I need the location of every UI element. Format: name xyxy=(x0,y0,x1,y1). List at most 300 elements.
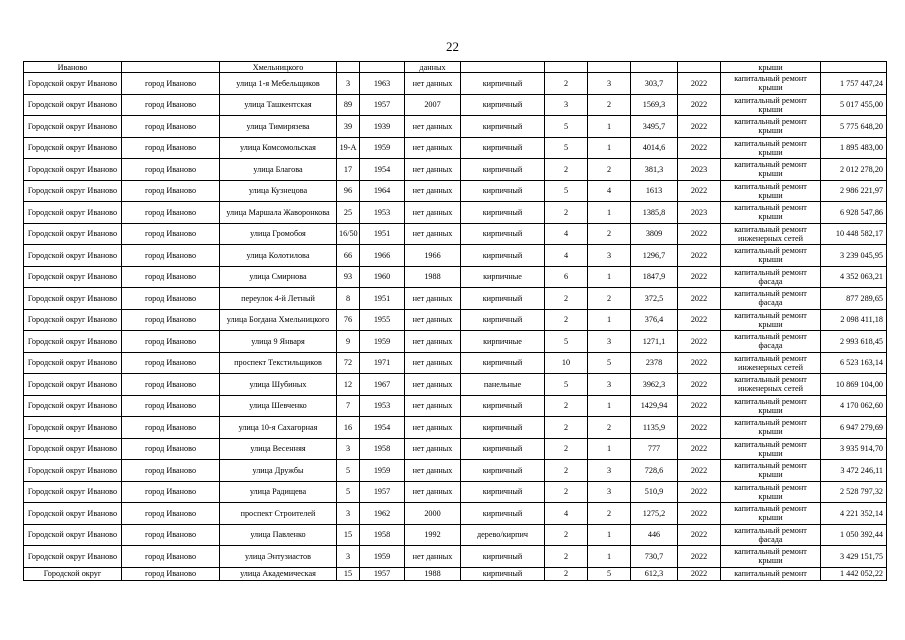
cell-work-type: капитальный ремонт фасада xyxy=(721,266,821,288)
cell-wall-material: кирпичный xyxy=(461,395,545,417)
cell-street: улица Шубиных xyxy=(220,374,337,396)
cell-build-year: 1957 xyxy=(360,567,405,580)
cell-entrances: 1 xyxy=(588,546,631,568)
cell-renovation-year: нет данных xyxy=(405,309,461,331)
table-row xyxy=(24,245,887,267)
cell-entrances: 3 xyxy=(588,481,631,503)
cell-wall-material: кирпичный xyxy=(461,567,545,580)
cell-street: улица Энтузиастов xyxy=(220,546,337,568)
cell-wall-material xyxy=(461,62,545,73)
cell-cost: 3 239 045,95 xyxy=(821,245,887,267)
cell-street: улица Благова xyxy=(220,159,337,181)
cell-renovation-year: нет данных xyxy=(405,223,461,245)
cell-street: улица Кузнецова xyxy=(220,180,337,202)
cell-wall-material: кирпичный xyxy=(461,94,545,116)
cell-floors: 5 xyxy=(545,116,588,138)
cell-area: 303,7 xyxy=(631,73,678,95)
cell-cost: 4 170 062,60 xyxy=(821,395,887,417)
cell-build-year xyxy=(360,62,405,73)
cell-floors: 2 xyxy=(545,481,588,503)
cell-municipality: Городской округ Иваново xyxy=(24,159,122,181)
cell-cost: 2 098 411,18 xyxy=(821,309,887,331)
cell-wall-material: кирпичный xyxy=(461,352,545,374)
cell-plan-year: 2022 xyxy=(678,546,721,568)
table-row xyxy=(24,374,887,396)
cell-municipality: Городской округ Иваново xyxy=(24,288,122,310)
cell-municipality: Иваново xyxy=(24,62,122,73)
cell-cost: 10 448 582,17 xyxy=(821,223,887,245)
cell-street: улица Смирнова xyxy=(220,266,337,288)
cell-cost: 6 523 163,14 xyxy=(821,352,887,374)
cell-work-type: капитальный ремонт xyxy=(721,567,821,580)
cell-street: улица Маршала Жаворонкова xyxy=(220,202,337,224)
cell-build-year: 1957 xyxy=(360,94,405,116)
cell-build-year: 1959 xyxy=(360,546,405,568)
cell-municipality: Городской округ Иваново xyxy=(24,524,122,546)
cell-house-number: 7 xyxy=(337,395,360,417)
cell-work-type: капитальный ремонт крыши xyxy=(721,180,821,202)
cell-street: улица Громобоя xyxy=(220,223,337,245)
cell-street: улица 1-я Мебельщиков xyxy=(220,73,337,95)
cell-house-number: 96 xyxy=(337,180,360,202)
cell-area: 3962,3 xyxy=(631,374,678,396)
cell-street: улица Комсомольская xyxy=(220,137,337,159)
cell-house-number: 17 xyxy=(337,159,360,181)
cell-street: улица Тимирязева xyxy=(220,116,337,138)
cell-settlement: город Иваново xyxy=(122,352,220,374)
cell-plan-year: 2022 xyxy=(678,137,721,159)
cell-work-type: капитальный ремонт инженерных сетей xyxy=(721,223,821,245)
cell-settlement: город Иваново xyxy=(122,417,220,439)
cell-floors: 2 xyxy=(545,288,588,310)
cell-wall-material: дерево/кирпич xyxy=(461,524,545,546)
table-body xyxy=(24,62,887,581)
cell-cost: 5 017 455,00 xyxy=(821,94,887,116)
cell-entrances: 2 xyxy=(588,503,631,525)
cell-house-number: 3 xyxy=(337,546,360,568)
cell-renovation-year: нет данных xyxy=(405,546,461,568)
cell-house-number: 25 xyxy=(337,202,360,224)
cell-entrances: 1 xyxy=(588,438,631,460)
cell-wall-material: кирпичный xyxy=(461,460,545,482)
cell-build-year: 1959 xyxy=(360,460,405,482)
cell-house-number: 76 xyxy=(337,309,360,331)
cell-entrances: 2 xyxy=(588,417,631,439)
cell-municipality: Городской округ Иваново xyxy=(24,395,122,417)
cell-settlement: город Иваново xyxy=(122,546,220,568)
cell-plan-year: 2022 xyxy=(678,245,721,267)
cell-plan-year: 2022 xyxy=(678,417,721,439)
cell-work-type: капитальный ремонт крыши xyxy=(721,202,821,224)
cell-street: проспект Строителей xyxy=(220,503,337,525)
cell-municipality: Городской округ Иваново xyxy=(24,460,122,482)
cell-build-year: 1953 xyxy=(360,202,405,224)
cell-work-type: капитальный ремонт крыши xyxy=(721,481,821,503)
cell-settlement: город Иваново xyxy=(122,116,220,138)
cell-wall-material: кирпичный xyxy=(461,417,545,439)
cell-area: 2378 xyxy=(631,352,678,374)
cell-wall-material: кирпичный xyxy=(461,546,545,568)
cell-entrances: 1 xyxy=(588,266,631,288)
cell-municipality: Городской округ Иваново xyxy=(24,417,122,439)
cell-settlement: город Иваново xyxy=(122,503,220,525)
cell-plan-year: 2023 xyxy=(678,159,721,181)
cell-settlement: город Иваново xyxy=(122,73,220,95)
cell-municipality: Городской округ xyxy=(24,567,122,580)
cell-renovation-year: нет данных xyxy=(405,374,461,396)
table-row xyxy=(24,417,887,439)
cell-build-year: 1951 xyxy=(360,223,405,245)
cell-build-year: 1951 xyxy=(360,288,405,310)
cell-area: 3809 xyxy=(631,223,678,245)
cell-plan-year: 2022 xyxy=(678,94,721,116)
cell-street: улица Павленко xyxy=(220,524,337,546)
cell-municipality: Городской округ Иваново xyxy=(24,202,122,224)
cell-build-year: 1959 xyxy=(360,331,405,353)
cell-settlement: город Иваново xyxy=(122,567,220,580)
cell-cost: 4 352 063,21 xyxy=(821,266,887,288)
cell-build-year: 1959 xyxy=(360,137,405,159)
cell-house-number: 5 xyxy=(337,481,360,503)
cell-entrances: 1 xyxy=(588,524,631,546)
cell-floors: 5 xyxy=(545,180,588,202)
table-row xyxy=(24,202,887,224)
cell-municipality: Городской округ Иваново xyxy=(24,137,122,159)
cell-municipality: Городской округ Иваново xyxy=(24,503,122,525)
cell-street: переулок 4-й Летный xyxy=(220,288,337,310)
cell-cost: 1 442 052,22 xyxy=(821,567,887,580)
cell-renovation-year: 2007 xyxy=(405,94,461,116)
cell-settlement: город Иваново xyxy=(122,223,220,245)
cell-street: улица 9 Января xyxy=(220,331,337,353)
cell-renovation-year: нет данных xyxy=(405,331,461,353)
cell-floors: 2 xyxy=(545,202,588,224)
table-row xyxy=(24,94,887,116)
table-row-continuation xyxy=(24,62,887,73)
cell-renovation-year: нет данных xyxy=(405,116,461,138)
cell-floors: 2 xyxy=(545,567,588,580)
table-row-last xyxy=(24,567,887,580)
cell-wall-material: кирпичный xyxy=(461,159,545,181)
cell-area: 381,3 xyxy=(631,159,678,181)
cell-house-number: 3 xyxy=(337,73,360,95)
cell-renovation-year: нет данных xyxy=(405,481,461,503)
cell-area: 1275,2 xyxy=(631,503,678,525)
cell-area: 1271,1 xyxy=(631,331,678,353)
cell-settlement: город Иваново xyxy=(122,245,220,267)
cell-plan-year xyxy=(678,62,721,73)
cell-area: 1569,3 xyxy=(631,94,678,116)
cell-work-type: капитальный ремонт крыши xyxy=(721,503,821,525)
cell-work-type: капитальный ремонт крыши xyxy=(721,245,821,267)
cell-wall-material: кирпичный xyxy=(461,245,545,267)
table-row xyxy=(24,116,887,138)
cell-entrances: 5 xyxy=(588,567,631,580)
cell-settlement: город Иваново xyxy=(122,266,220,288)
cell-wall-material: кирпичный xyxy=(461,137,545,159)
cell-cost: 6 947 279,69 xyxy=(821,417,887,439)
cell-settlement: город Иваново xyxy=(122,460,220,482)
cell-renovation-year: нет данных xyxy=(405,159,461,181)
cell-area xyxy=(631,62,678,73)
cell-renovation-year: нет данных xyxy=(405,202,461,224)
cell-municipality: Городской округ Иваново xyxy=(24,116,122,138)
cell-area: 376,4 xyxy=(631,309,678,331)
cell-plan-year: 2022 xyxy=(678,438,721,460)
cell-floors: 6 xyxy=(545,266,588,288)
cell-entrances: 2 xyxy=(588,223,631,245)
cell-street: улица 10-я Сахагорная xyxy=(220,417,337,439)
cell-street: улица Академическая xyxy=(220,567,337,580)
cell-build-year: 1953 xyxy=(360,395,405,417)
cell-cost: 1 050 392,44 xyxy=(821,524,887,546)
cell-plan-year: 2022 xyxy=(678,460,721,482)
cell-renovation-year: нет данных xyxy=(405,352,461,374)
page-number: 22 xyxy=(446,39,459,54)
cell-house-number: 19-А xyxy=(337,137,360,159)
cell-settlement: город Иваново xyxy=(122,438,220,460)
cell-settlement: город Иваново xyxy=(122,159,220,181)
cell-municipality: Городской округ Иваново xyxy=(24,94,122,116)
cell-municipality: Городской округ Иваново xyxy=(24,223,122,245)
cell-plan-year: 2022 xyxy=(678,309,721,331)
cell-plan-year: 2022 xyxy=(678,73,721,95)
cell-settlement: город Иваново xyxy=(122,180,220,202)
cell-settlement: город Иваново xyxy=(122,524,220,546)
cell-cost: 4 221 352,14 xyxy=(821,503,887,525)
cell-plan-year: 2022 xyxy=(678,481,721,503)
cell-work-type: капитальный ремонт крыши xyxy=(721,546,821,568)
cell-plan-year: 2022 xyxy=(678,503,721,525)
cell-house-number: 39 xyxy=(337,116,360,138)
cell-plan-year: 2022 xyxy=(678,331,721,353)
cell-cost: 5 775 648,20 xyxy=(821,116,887,138)
table-row xyxy=(24,180,887,202)
cell-plan-year: 2022 xyxy=(678,395,721,417)
cell-settlement: город Иваново xyxy=(122,481,220,503)
cell-entrances: 3 xyxy=(588,73,631,95)
table-row xyxy=(24,481,887,503)
cell-area: 4014,6 xyxy=(631,137,678,159)
cell-plan-year: 2022 xyxy=(678,352,721,374)
cell-build-year: 1939 xyxy=(360,116,405,138)
cell-wall-material: панельные xyxy=(461,374,545,396)
cell-work-type: капитальный ремонт фасада xyxy=(721,524,821,546)
cell-build-year: 1958 xyxy=(360,524,405,546)
cell-wall-material: кирпичный xyxy=(461,438,545,460)
cell-plan-year: 2022 xyxy=(678,223,721,245)
cell-renovation-year: нет данных xyxy=(405,288,461,310)
cell-area: 730,7 xyxy=(631,546,678,568)
cell-settlement xyxy=(122,62,220,73)
cell-house-number: 8 xyxy=(337,288,360,310)
cell-renovation-year: 2000 xyxy=(405,503,461,525)
cell-build-year: 1957 xyxy=(360,481,405,503)
cell-wall-material: кирпичный xyxy=(461,309,545,331)
cell-floors: 2 xyxy=(545,417,588,439)
cell-renovation-year: 1988 xyxy=(405,266,461,288)
cell-area: 3495,7 xyxy=(631,116,678,138)
table-row xyxy=(24,438,887,460)
cell-cost xyxy=(821,62,887,73)
cell-renovation-year: 1966 xyxy=(405,245,461,267)
cell-entrances xyxy=(588,62,631,73)
cell-street: проспект Текстильщиков xyxy=(220,352,337,374)
cell-entrances: 1 xyxy=(588,202,631,224)
table-row xyxy=(24,288,887,310)
cell-settlement: город Иваново xyxy=(122,137,220,159)
cell-build-year: 1967 xyxy=(360,374,405,396)
cell-municipality: Городской округ Иваново xyxy=(24,374,122,396)
cell-entrances: 1 xyxy=(588,309,631,331)
cell-entrances: 1 xyxy=(588,395,631,417)
cell-work-type: капитальный ремонт крыши xyxy=(721,73,821,95)
cell-work-type: капитальный ремонт инженерных сетей xyxy=(721,374,821,396)
cell-cost: 1 757 447,24 xyxy=(821,73,887,95)
cell-house-number: 72 xyxy=(337,352,360,374)
cell-entrances: 3 xyxy=(588,331,631,353)
cell-plan-year: 2022 xyxy=(678,524,721,546)
cell-area: 612,3 xyxy=(631,567,678,580)
cell-municipality: Городской округ Иваново xyxy=(24,73,122,95)
cell-street: улица Ташкентская xyxy=(220,94,337,116)
cell-area: 777 xyxy=(631,438,678,460)
cell-entrances: 4 xyxy=(588,180,631,202)
cell-municipality: Городской округ Иваново xyxy=(24,546,122,568)
cell-settlement: город Иваново xyxy=(122,288,220,310)
cell-entrances: 2 xyxy=(588,94,631,116)
cell-wall-material: кирпичный xyxy=(461,288,545,310)
cell-work-type: капитальный ремонт крыши xyxy=(721,309,821,331)
cell-floors: 2 xyxy=(545,460,588,482)
cell-work-type: капитальный ремонт инженерных сетей xyxy=(721,352,821,374)
cell-area: 372,5 xyxy=(631,288,678,310)
cell-municipality: Городской округ Иваново xyxy=(24,331,122,353)
table-row xyxy=(24,266,887,288)
cell-plan-year: 2022 xyxy=(678,180,721,202)
cell-area: 1296,7 xyxy=(631,245,678,267)
cell-cost: 3 935 914,70 xyxy=(821,438,887,460)
cell-house-number: 89 xyxy=(337,94,360,116)
cell-work-type: капитальный ремонт крыши xyxy=(721,94,821,116)
cell-renovation-year: нет данных xyxy=(405,438,461,460)
cell-floors: 5 xyxy=(545,137,588,159)
cell-house-number: 9 xyxy=(337,331,360,353)
cell-street: Хмельницкого xyxy=(220,62,337,73)
cell-settlement: город Иваново xyxy=(122,395,220,417)
cell-build-year: 1960 xyxy=(360,266,405,288)
cell-floors: 5 xyxy=(545,331,588,353)
cell-settlement: город Иваново xyxy=(122,94,220,116)
cell-plan-year: 2023 xyxy=(678,202,721,224)
cell-floors: 2 xyxy=(545,395,588,417)
cell-floors: 2 xyxy=(545,73,588,95)
table-row xyxy=(24,331,887,353)
cell-work-type: капитальный ремонт крыши xyxy=(721,438,821,460)
cell-entrances: 1 xyxy=(588,137,631,159)
cell-build-year: 1966 xyxy=(360,245,405,267)
table-row xyxy=(24,309,887,331)
cell-renovation-year: нет данных xyxy=(405,395,461,417)
cell-work-type: капитальный ремонт крыши xyxy=(721,395,821,417)
cell-floors: 2 xyxy=(545,159,588,181)
cell-wall-material: кирпичные xyxy=(461,331,545,353)
cell-municipality: Городской округ Иваново xyxy=(24,352,122,374)
cell-street: улица Колотилова xyxy=(220,245,337,267)
cell-build-year: 1962 xyxy=(360,503,405,525)
cell-work-type: капитальный ремонт крыши xyxy=(721,137,821,159)
cell-renovation-year: нет данных xyxy=(405,417,461,439)
cell-build-year: 1954 xyxy=(360,159,405,181)
cell-settlement: город Иваново xyxy=(122,331,220,353)
cell-floors: 4 xyxy=(545,223,588,245)
cell-cost: 2 012 278,20 xyxy=(821,159,887,181)
cell-house-number: 93 xyxy=(337,266,360,288)
cell-wall-material: кирпичный xyxy=(461,180,545,202)
cell-cost: 3 429 151,75 xyxy=(821,546,887,568)
cell-street: улица Весенняя xyxy=(220,438,337,460)
cell-build-year: 1963 xyxy=(360,73,405,95)
cell-floors: 4 xyxy=(545,245,588,267)
cell-street: улица Шевченко xyxy=(220,395,337,417)
cell-wall-material: кирпичный xyxy=(461,202,545,224)
table-row xyxy=(24,395,887,417)
cell-cost: 1 895 483,00 xyxy=(821,137,887,159)
cell-area: 446 xyxy=(631,524,678,546)
cell-wall-material: кирпичный xyxy=(461,481,545,503)
cell-house-number: 15 xyxy=(337,567,360,580)
cell-municipality: Городской округ Иваново xyxy=(24,309,122,331)
cell-build-year: 1955 xyxy=(360,309,405,331)
table-row xyxy=(24,73,887,95)
cell-municipality: Городской округ Иваново xyxy=(24,266,122,288)
cell-cost: 6 928 547,86 xyxy=(821,202,887,224)
cell-renovation-year: нет данных xyxy=(405,460,461,482)
cell-floors: 2 xyxy=(545,438,588,460)
cell-entrances: 3 xyxy=(588,460,631,482)
cell-floors: 2 xyxy=(545,546,588,568)
cell-renovation-year: нет данных xyxy=(405,137,461,159)
cell-work-type: капитальный ремонт крыши xyxy=(721,417,821,439)
cell-wall-material: кирпичный xyxy=(461,116,545,138)
cell-wall-material: кирпичный xyxy=(461,73,545,95)
cell-floors: 2 xyxy=(545,524,588,546)
cell-plan-year: 2022 xyxy=(678,116,721,138)
cell-entrances: 2 xyxy=(588,288,631,310)
cell-settlement: город Иваново xyxy=(122,309,220,331)
cell-cost: 3 472 246,11 xyxy=(821,460,887,482)
cell-renovation-year: нет данных xyxy=(405,73,461,95)
cell-entrances: 3 xyxy=(588,245,631,267)
cell-wall-material: кирпичный xyxy=(461,223,545,245)
repair-register-table xyxy=(23,61,887,581)
cell-work-type: крыши xyxy=(721,62,821,73)
cell-street: улица Дружбы xyxy=(220,460,337,482)
cell-area: 728,6 xyxy=(631,460,678,482)
cell-municipality: Городской округ Иваново xyxy=(24,245,122,267)
cell-street: улица Радищева xyxy=(220,481,337,503)
cell-entrances: 1 xyxy=(588,116,631,138)
cell-renovation-year: данных xyxy=(405,62,461,73)
cell-house-number: 5 xyxy=(337,460,360,482)
cell-build-year: 1964 xyxy=(360,180,405,202)
cell-area: 1613 xyxy=(631,180,678,202)
cell-floors: 10 xyxy=(545,352,588,374)
table-row xyxy=(24,137,887,159)
cell-settlement: город Иваново xyxy=(122,374,220,396)
table-row xyxy=(24,352,887,374)
cell-area: 1429,94 xyxy=(631,395,678,417)
